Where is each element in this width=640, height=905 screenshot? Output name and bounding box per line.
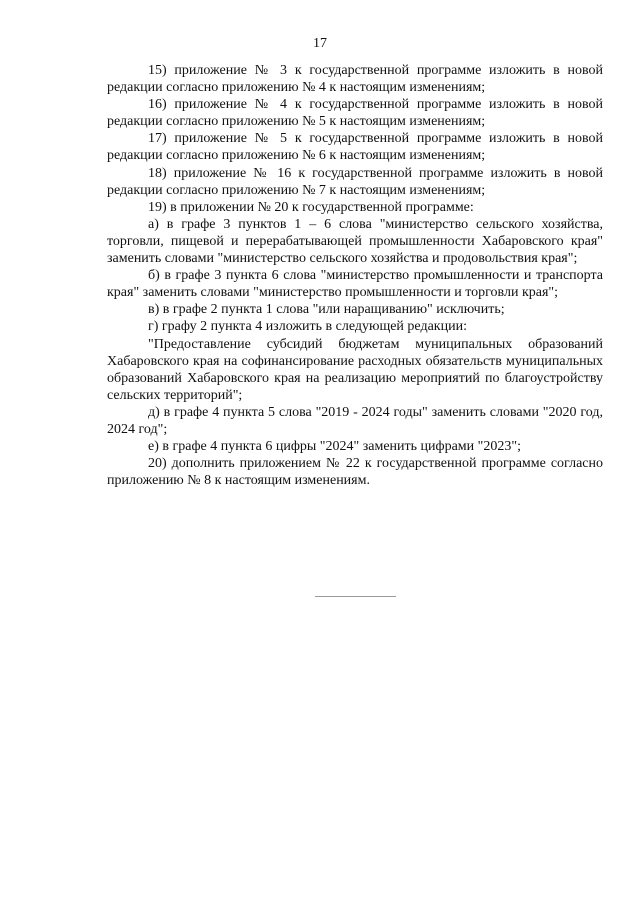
subparagraph-g: г) графу 2 пункта 4 изложить в следующей редакции: xyxy=(148,319,467,335)
document-body xyxy=(107,62,603,489)
subparagraph-e: е) в графе 4 пункта 6 цифры "2024" заменить цифрами "2023"; xyxy=(148,439,521,455)
paragraph-item-15: 15) приложение № 3 к государственной программе изложить в новой редакции согласно приложению № 4 к настоящим изменениям; xyxy=(107,63,603,96)
paragraph-item-19: 19) в приложении № 20 к государственной программе: xyxy=(148,199,474,215)
paragraph-item-17: 17) приложение № 5 к государственной программе изложить в новой редакции согласно приложению № 6 к настоящим изменениям; xyxy=(107,131,603,164)
subparagraph-a: а) в графе 3 пунктов 1 – 6 слова "министерство сельского хозяйства, торговли, пищевой и перерабатывающей промышленности Хабаровского края" заменить словами "министерство сельского хозяйства и продовольствия края"; xyxy=(107,216,603,267)
subparagraph-b: б) в графе 3 пункта 6 слова "министерство промышленности и транспорта края" заменить словами "министерство промышленности и торговли края"; xyxy=(107,268,603,301)
end-divider-line xyxy=(315,596,396,597)
paragraph-item-18: 18) приложение № 16 к государственной программе изложить в новой редакции согласно приложению № 7 к настоящим изменениям; xyxy=(107,165,603,198)
subparagraph-v: в) в графе 2 пункта 1 слова "или наращиванию" исключить; xyxy=(148,302,505,318)
paragraph-item-20: 20) дополнить приложением № 22 к государственной программе согласно приложению № 8 к настоящим изменениям. xyxy=(107,456,603,489)
page-number: 17 xyxy=(313,36,327,51)
paragraph-item-16: 16) приложение № 4 к государственной программе изложить в новой редакции согласно приложению № 5 к настоящим изменениям; xyxy=(107,97,603,130)
quoted-text: "Предоставление субсидий бюджетам муниципальных образований Хабаровского края на софинансирование расходных обязательств муниципальных образований Хабаровского края на реализацию мероприятий по благоустройству сельских территорий"; xyxy=(107,336,603,403)
subparagraph-d: д) в графе 4 пункта 5 слова "2019 - 2024 годы" заменить словами "2020 год, 2024 год"; xyxy=(107,404,603,437)
